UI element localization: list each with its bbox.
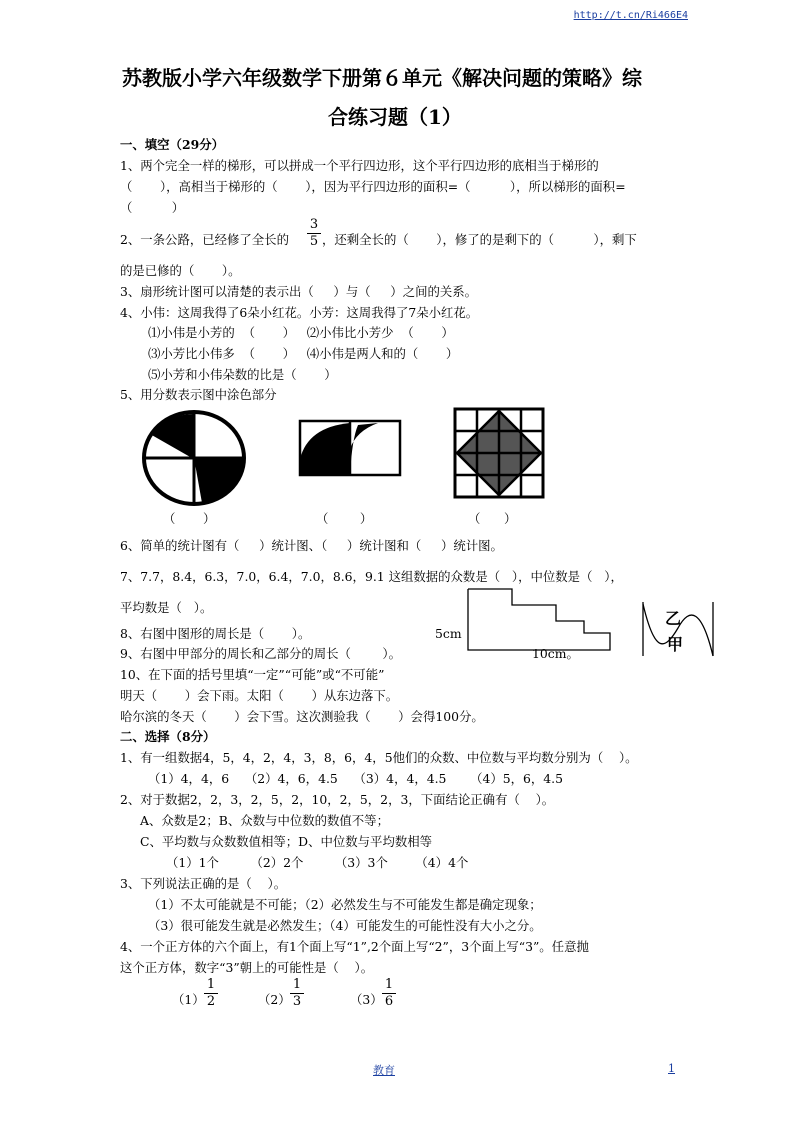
- s2-q2-options: （1）1个 （2）2个 （3）3个 （4）4个: [166, 855, 469, 870]
- s2-q2-statement-cd: C、平均数与众数数值相等；D、中位数与平均数相等: [140, 834, 433, 849]
- s2-q3-options-2: （3）很可能发生就是必然发生；（4）可能发生的可能性没有大小之分。: [148, 918, 542, 933]
- page-number: 1: [668, 1062, 675, 1075]
- q8-label-5cm: 5cm: [435, 626, 462, 641]
- s2-q4-line1: 4、一个正方体的六个面上，有1个面上写“1”,2个面上写“2”，3个面上写“3”。任意抛: [120, 939, 589, 954]
- q5-circle-figure: [140, 408, 250, 508]
- q2-fraction-numerator: 3: [309, 217, 319, 232]
- q4-options-1: ⑴小伟是小芳的 （ ） ⑵小伟比小芳少 （ ）: [148, 325, 454, 340]
- s2-q4-option-2-label: （2）: [258, 992, 291, 1007]
- s2-q3-options-1: （1）不太可能就是不可能；（2）必然发生与不可能发生都是确定现象；: [148, 897, 542, 912]
- s2-q4-line2: 这个正方体，数字“3”朝上的可能性是（ ）。: [120, 960, 374, 975]
- q7-line2: 平均数是（ ）。: [120, 600, 213, 615]
- q5-blank-1: （ ）: [163, 511, 216, 526]
- q5-rectangle-figure: [298, 419, 404, 479]
- s2-q2-statement-ab: A、众数是2；B、众数与中位数的数值不等；: [140, 813, 389, 828]
- q9-label-yi: 乙: [665, 609, 682, 628]
- q10-line-b: 哈尔滨的冬天（ ）会下雪。这次测验我（ ）会得100分。: [120, 709, 484, 724]
- s2-q2-line: 2、对于数据2，2，3，2，5，2，10，2，5，2，3，下面结论正确有（ ）。: [120, 792, 555, 807]
- footer-link[interactable]: 教育: [373, 1064, 395, 1077]
- q4-options-3: ⑸小芳和小伟朵数的比是（ ）: [148, 367, 337, 382]
- q2-fraction: [307, 218, 321, 249]
- q4-options-2: ⑶小芳比小伟多 （ ） ⑷小伟是两人和的（ ）: [148, 346, 459, 361]
- q9-label-jia: 甲: [667, 635, 684, 654]
- q8-staircase-figure: [466, 587, 614, 653]
- s2-q4-option-2-denominator: 3: [292, 994, 302, 1009]
- page-title-line2: 合练习题（1）: [328, 105, 462, 129]
- q10-line-a: 明天（ ）会下雨。太阳（ ）从东边落下。: [120, 688, 399, 703]
- q4-line: 4、小伟：这周我得了6朵小红花。小芳：这周我得了7朵小红花。: [120, 305, 479, 320]
- q1-line1: 1、两个完全一样的梯形，可以拼成一个平行四边形，这个平行四边形的底相当于梯形的: [120, 158, 599, 173]
- q1-line3: （ ）: [120, 200, 185, 215]
- s2-q4-option-1-label: （1）: [172, 992, 205, 1007]
- q6-line: 6、简单的统计图有（ ）统计图、（ ）统计图和（ ）统计图。: [120, 538, 503, 553]
- s2-q4-option-3-fraction: [382, 978, 396, 1009]
- header-url-link[interactable]: http://t.cn/Ri466E4: [573, 10, 688, 21]
- q1-line2: （ ），高相当于梯形的（ ），因为平行四边形的面积=（ ），所以梯形的面积=: [120, 179, 626, 194]
- q2-line1a: 2、一条公路，已经修了全长的: [120, 232, 289, 247]
- s2-q4-option-1-fraction: [204, 978, 218, 1009]
- q5-blank-2: （ ）: [316, 511, 373, 526]
- q5-blank-3: （ ）: [468, 511, 517, 526]
- q2-line1b: ，还剩全长的（ ），修了的是剩下的（ ），剩下: [322, 232, 637, 247]
- s2-q1-line: 1、有一组数据4，5，4，2，4，3，8，6，4，5他们的众数、中位数与平均数分别为（ ）。: [120, 750, 638, 765]
- q5-grid-diamond-figure: [452, 406, 546, 500]
- s2-q4-option-2-fraction: [290, 978, 304, 1009]
- section1-heading: 一、填空（29分）: [120, 137, 224, 152]
- s2-q4-option-1-numerator: 1: [206, 977, 216, 992]
- q9-line: 9、右图中甲部分的周长和乙部分的周长（ ）。: [120, 646, 402, 661]
- q8-line: 8、右图中图形的周长是（ ）。: [120, 626, 311, 641]
- s2-q4-option-2-numerator: 1: [292, 977, 302, 992]
- page-title-line1: 苏教版小学六年级数学下册第６单元《解决问题的策略》综: [122, 66, 642, 90]
- q3-line: 3、扇形统计图可以清楚的表示出（ ）与（ ）之间的关系。: [120, 284, 478, 299]
- s2-q4-option-3-numerator: 1: [384, 977, 394, 992]
- q2-fraction-denominator: 5: [309, 234, 319, 249]
- s2-q4-option-1-denominator: 2: [206, 994, 216, 1009]
- s2-q4-option-3-denominator: 6: [384, 994, 394, 1009]
- q8-label-10cm: 10cm。: [532, 646, 579, 661]
- q7-line1: 7、7.7，8.4，6.3，7.0，6.4，7.0，8.6，9.1 这组数据的众数是（ ），中位数是（ ），: [120, 569, 623, 584]
- q2-line2: 的是已修的（ ）。: [120, 263, 241, 278]
- s2-q3-line: 3、下列说法正确的是（ ）。: [120, 876, 287, 891]
- section2-heading: 二、选择（8分）: [120, 729, 216, 744]
- q10-line: 10、在下面的括号里填“一定”“可能”或“不可能”: [120, 667, 385, 682]
- q5-line: 5、用分数表示图中涂色部分: [120, 387, 277, 402]
- s2-q4-option-3-label: （3）: [350, 992, 383, 1007]
- s2-q1-options: （1）4，4，6 （2）4，6，4.5 （3）4，4，4.5 （4）5，6，4.5: [148, 771, 563, 786]
